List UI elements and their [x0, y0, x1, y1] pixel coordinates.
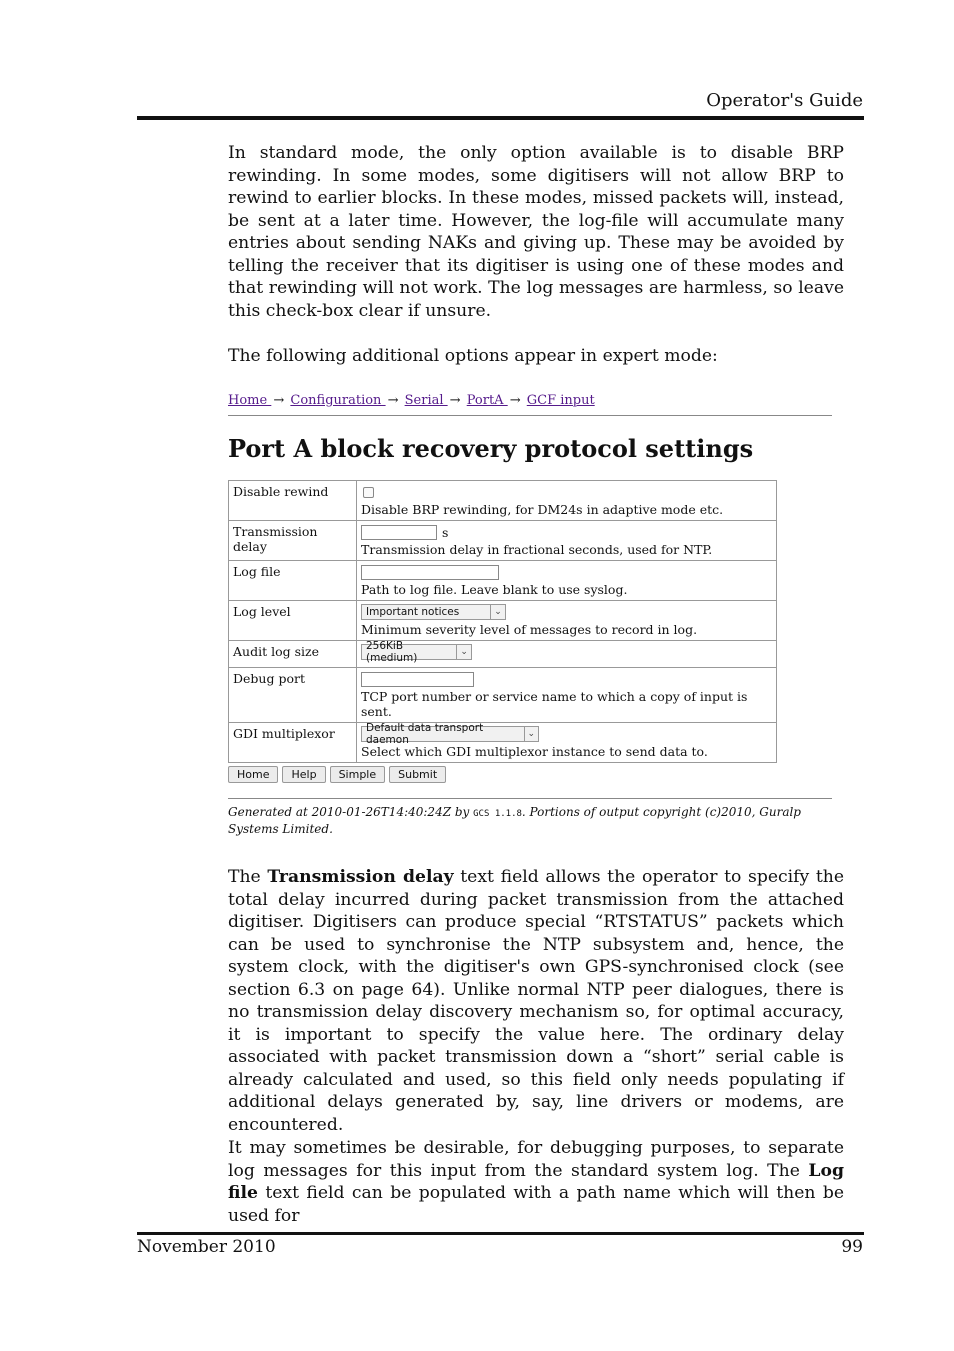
text-run: text field allows the operator to specify the total delay incurred during packet transmission from the attached digitiser. Digitisers can produce special “RTSTATUS” packets which can be used to synchronise the NTP subsystem and, hence, the system clock, with the digitiser's own GPS-synchronised clock (see section 6.3 on page 64). Unlike normal NTP peer dialogues, there is no transmission delay discovery mechanism so, for optimal accuracy, it is important to specify the value here. The ordinary delay associated with packet transmission down a “short” serial cable is already calculated and used, so this field only needs populating if additional delays generated by, say, line drivers or modems, are encountered. — [228, 867, 844, 1135]
row-control — [357, 601, 777, 641]
chevron-down-icon: ⌄ — [456, 645, 471, 659]
table-row — [229, 521, 777, 561]
page-number: 99 — [841, 1237, 863, 1257]
row-label: Audit log size — [229, 641, 357, 668]
divider — [228, 415, 832, 416]
row-description: Select which GDI multiplexor instance to send data to. — [361, 744, 708, 759]
breadcrumb-configuration[interactable]: Configuration — [290, 393, 386, 408]
row-control — [357, 668, 777, 723]
row-control — [357, 561, 777, 601]
select-value: 256KiB (medium) — [366, 640, 418, 664]
row-label: Log file — [229, 561, 357, 601]
row-label: Log level — [229, 601, 357, 641]
embedded-screenshot — [228, 393, 832, 837]
row-description: TCP port number or service name to which a copy of input is sent. — [361, 689, 748, 719]
breadcrumb-gcf-input[interactable]: GCF input — [526, 393, 595, 408]
table-row — [229, 668, 777, 723]
header-rule — [137, 116, 864, 120]
unit-label: s — [442, 524, 449, 540]
row-label: Disable rewind — [229, 481, 357, 521]
page-title: Port A block recovery protocol settings — [228, 434, 754, 463]
select-value: Default data transport daemon — [366, 722, 484, 746]
divider — [228, 798, 832, 799]
breadcrumb-arrow: → — [509, 393, 521, 408]
table-row — [229, 481, 777, 521]
text-run: The — [228, 867, 268, 887]
log-file-input[interactable] — [361, 565, 499, 580]
footer-rule — [137, 1232, 864, 1235]
settings-table — [228, 480, 777, 763]
row-control — [357, 481, 777, 521]
row-description: Minimum severity level of messages to record in log. — [361, 622, 698, 637]
table-row — [229, 641, 777, 668]
breadcrumb-arrow: → — [273, 393, 285, 408]
row-description: Disable BRP rewinding, for DM24s in adaptive mode etc. — [361, 502, 724, 517]
term-transmission-delay: Transmission delay — [267, 867, 454, 887]
breadcrumb-home[interactable]: Home — [228, 393, 272, 408]
breadcrumb-arrow: → — [387, 393, 399, 408]
term-log-file: Log file — [228, 1160, 844, 1203]
paragraph-log-file — [228, 1137, 844, 1227]
gdi-multiplexor-select[interactable] — [361, 722, 539, 746]
help-button[interactable]: Help — [282, 766, 325, 783]
breadcrumb-serial[interactable]: Serial — [404, 393, 448, 408]
audit-log-size-select[interactable] — [361, 640, 472, 664]
chevron-down-icon: ⌄ — [490, 605, 505, 619]
row-control — [357, 641, 777, 668]
select-value: Important notices — [366, 606, 460, 618]
submit-button[interactable]: Submit — [389, 766, 446, 783]
copyright-text: . Portions of output copyright (c)2010, Guralp Systems Limited. — [228, 805, 801, 836]
transmission-delay-input[interactable] — [361, 525, 437, 540]
text-run: It may sometimes be desirable, for debugging purposes, to separate log messages for this input from the standard system log. The — [228, 1138, 844, 1181]
running-header: Operator's Guide — [706, 90, 863, 111]
table-row — [229, 601, 777, 641]
row-label: GDI multiplexor — [229, 723, 357, 763]
log-level-select[interactable] — [361, 604, 506, 620]
chevron-down-icon: ⌄ — [524, 727, 539, 741]
breadcrumb-porta[interactable]: PortA — [466, 393, 508, 408]
footer-date: November 2010 — [137, 1237, 276, 1257]
generated-footer — [228, 805, 832, 837]
paragraph-transmission-delay — [228, 866, 844, 1136]
row-label: Transmission delay — [229, 521, 357, 561]
row-label: Debug port — [229, 668, 357, 723]
generated-text: Generated at 2010-01-26T14:40:24Z by — [228, 805, 474, 819]
paragraph-expert-mode: The following additional options appear in expert mode: — [228, 346, 718, 366]
disable-rewind-checkbox[interactable] — [363, 487, 374, 498]
button-row — [228, 766, 832, 783]
table-row — [229, 561, 777, 601]
program-name: GCS 1.1.8 — [473, 809, 522, 819]
simple-button[interactable]: Simple — [330, 766, 386, 783]
table-row — [229, 723, 777, 763]
row-control — [357, 723, 777, 763]
row-control — [357, 521, 777, 561]
paragraph-brp-rewind: In standard mode, the only option available is to disable BRP rewinding. In some modes, some digitisers will not allow BRP to rewind to earlier blocks. In these modes, missed packets will, instead, be sent at a later time. However, the log-file will accumulate many entries about sending NAKs and giving up. These may be avoided by telling the receiver that its digitiser is using one of these modes and that rewinding will not work. The log messages are harmless, so leave this check-box clear if unsure. — [228, 143, 844, 321]
home-button[interactable]: Home — [228, 766, 278, 783]
row-description: Transmission delay in fractional seconds, used for NTP. — [361, 542, 713, 557]
breadcrumb-arrow: → — [449, 393, 461, 408]
breadcrumb — [228, 393, 832, 413]
row-description: Path to log file. Leave blank to use syslog. — [361, 582, 628, 597]
debug-port-input[interactable] — [361, 672, 474, 687]
text-run: text field can be populated with a path name which will then be used for — [228, 1183, 844, 1226]
